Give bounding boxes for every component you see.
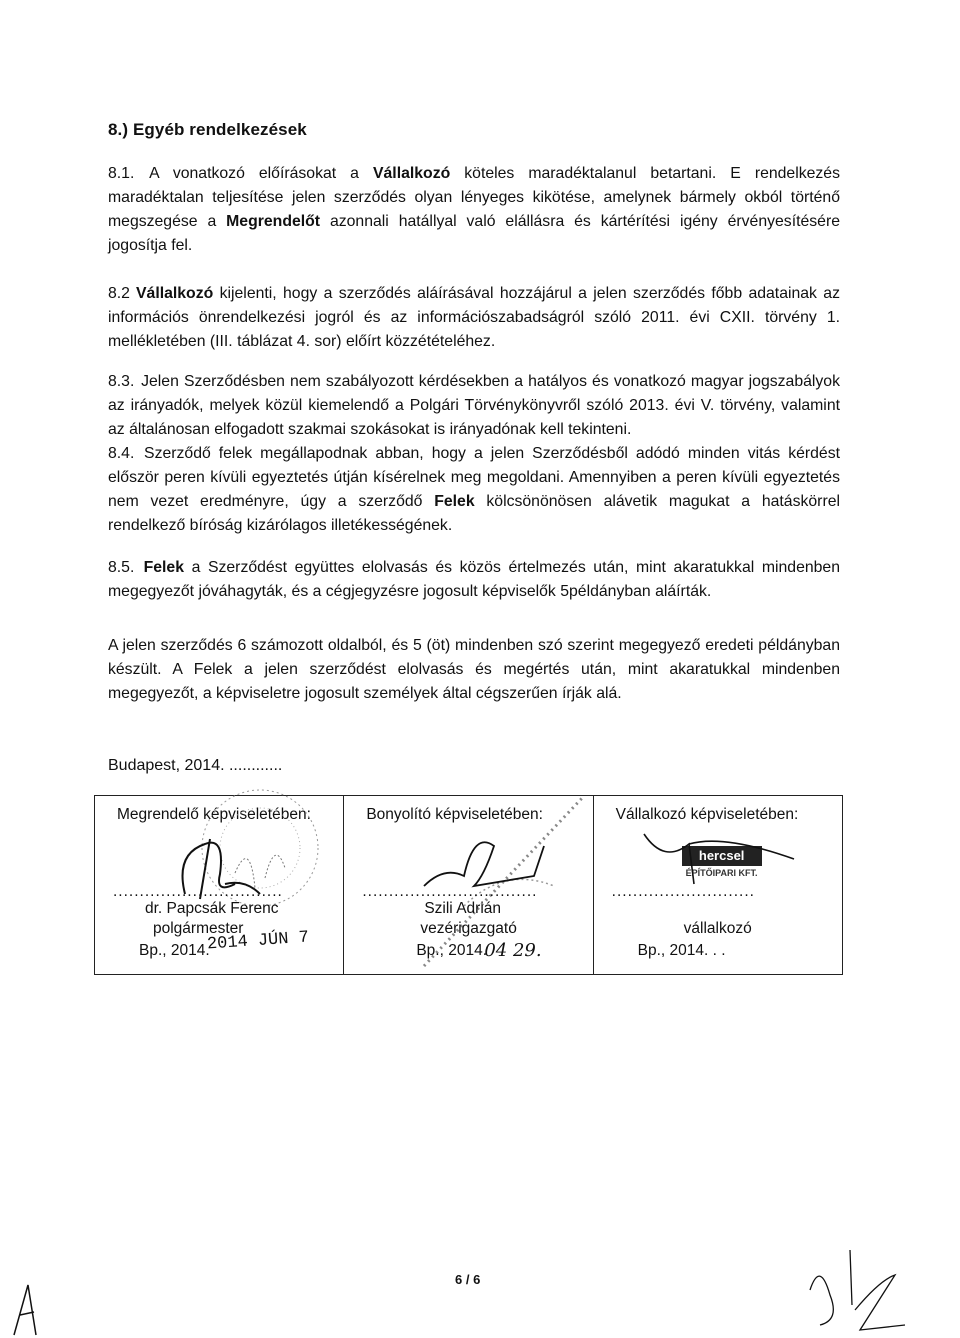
paragraph-8-1: [108, 162, 840, 258]
text-run: a Szerződést együttes elolvasás és közös értelmezés után, mint akaratukkal mindenben megegyezőt jóváhagyták, és a cégjegyzésre jogosult képviselők 5példányban aláírták.: [108, 559, 840, 600]
bold-run: Megrendelőt: [226, 213, 321, 230]
text-run: köteles maradéktalanul betartani. E rendelkezés maradéktalan teljesítése jelen szerződés olyan lényeges kikötése, amelynek bármely okból történő megszegése a: [108, 165, 840, 230]
bold-run: Vállalkozó: [372, 165, 451, 182]
paragraph-8-5: [108, 556, 840, 604]
signer-name: Szili Adrián: [424, 900, 502, 917]
paragraph-8-3: [108, 370, 840, 442]
signature-header: Vállalkozó képviseletében:: [615, 806, 799, 823]
signer-role: vezérigazgató: [420, 920, 517, 937]
section-heading: 8.) Egyéb rendelkezések: [108, 120, 307, 139]
signature-date: Bp., 2014.: [139, 942, 210, 959]
signer-role: polgármester: [153, 920, 244, 937]
signature-line: ...........................: [611, 883, 755, 900]
text-run: kijelenti, hogy a szerződés aláírásával hozzájárul a jelen szerződés főbb adatainak az információs önrendelkezési jogról és az információszabadságról szóló 2011. évi CXII. törvény 1. mellékletében (III. táblázat 4. sor) előírt közzétételéhez.: [108, 285, 840, 350]
company-stamp-subtitle: ÉPÍTŐIPARI KFT.: [685, 868, 758, 878]
place-and-date: Budapest, 2014. ............: [108, 757, 283, 774]
company-stamp-logo: hercsel: [682, 846, 762, 866]
section-number: 8.4.: [108, 445, 135, 462]
section-number: 8.5.: [108, 559, 135, 576]
signature-date: Bp., 2014. . .: [637, 942, 726, 959]
page-number: 6 / 6: [455, 1272, 481, 1287]
section-number: 8.2: [108, 285, 130, 302]
signature-header: Bonyolító képviseletében:: [366, 806, 543, 823]
signature-cell-contractor: [593, 796, 842, 975]
bold-run: Felek: [434, 493, 475, 510]
signature-line: ................................: [113, 883, 283, 900]
signature-line: .................................: [362, 883, 538, 900]
bold-run: Felek: [143, 559, 184, 576]
paragraph-8-2: [108, 282, 840, 354]
bold-run: Vállalkozó: [136, 285, 214, 302]
initials-mark-icon: [800, 1230, 910, 1338]
signature-cell-manager: [344, 796, 593, 975]
text-run: A vonatkozó előírásokat a: [149, 165, 373, 182]
signature-header: Megrendelő képviseletében:: [117, 806, 311, 823]
text-run: azonnali hatállyal való elállásra és kártérítési igény érvényesítésére jogosítja fel.: [108, 213, 840, 254]
date-stamp: 2014 JÚN 7: [206, 928, 310, 955]
section-number: 8.3.: [108, 373, 135, 390]
signer-name: dr. Papcsák Ferenc: [145, 900, 279, 917]
handwritten-date: 04 29.: [484, 940, 542, 961]
text-run: Szerződő felek megállapodnak abban, hogy a jelen Szerződésből adódó minden vitás kérdést először peren kívüli egyeztetés útján kísérelnek meg megoldani. Amennyiben a peren kívüli egyeztetés nem vezet eredményre, úgy a szerződő: [108, 445, 841, 510]
section-number: 8.1.: [108, 165, 135, 182]
signer-role: vállalkozó: [683, 920, 752, 937]
signature-date: Bp., 2014.: [416, 942, 487, 959]
signature-table: [94, 795, 843, 975]
paragraph-8-4: [108, 442, 840, 538]
initials-mark-icon: [6, 1280, 46, 1338]
closing-paragraph: A jelen szerződés 6 számozott oldalból, és 5 (öt) mindenben szó szerint megegyező eredeti példányban készült. A Felek a jelen szerződést elolvasás és megértés után, mint akaratukkal mindenben megegyezőt, a képviseletre jogosult személyek által cégszerűen írják alá.: [108, 637, 840, 702]
signature-cell-client: [95, 796, 344, 975]
text-run: kölcsönönösen alávetik magukat a hatáskörrel rendelkező bíróság kizárólagos illetékességének.: [108, 493, 840, 534]
text-run: Jelen Szerződésben nem szabályozott kérdésekben a hatályos és vonatkozó magyar jogszabályok az irányadók, melyek közül kiemelendő a Polgári Törvénykönyvről szóló 2013. évi V. törvény, valamint az általánosan elfogadott szakmai szokásokat is irányadónak kell tekinteni.: [108, 373, 840, 438]
